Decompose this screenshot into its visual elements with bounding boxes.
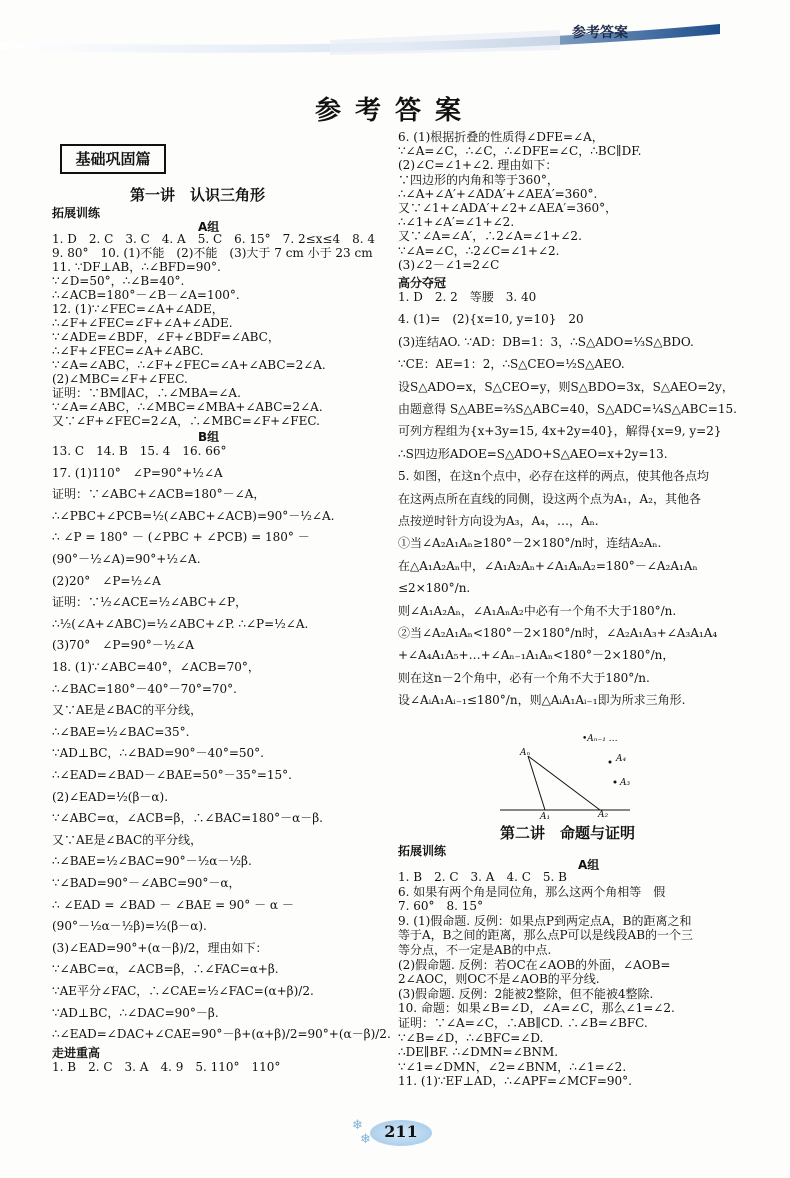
answer-line: 18. (1)∵∠ABC=40°，∠ACB=70°， [52,660,260,674]
fig-label-a4: A₄ [616,754,627,764]
fig-label-a1: A₁ [540,812,551,822]
answer-line: ∴∠BAE=½∠BAC=35°. [52,724,190,739]
answer-line: 点按逆时针方向设为A₃，A₄，…，Aₙ. [398,514,599,528]
answer-line: 等分点，不一定是AB的中点. [398,943,552,957]
answer-line: ②当∠A₂A₁Aₙ<180°－2×180°/n时，∠A₂A₁A₃+∠A₃A₁A₄ [398,626,718,640]
answer-line: 1. D 2. 2 等腰 3. 40 [398,290,537,304]
group-a-label-2: A组 [578,858,600,872]
page-number: 211 [384,1122,418,1141]
answer-line: 7. 60° 8. 15° [398,899,484,914]
section-label-4: 拓展训练 [398,844,447,858]
answer-line: ∵∠A=∠C，∴2∠C=∠1+∠2. [398,243,560,258]
answer-line: 证明：∵BM∥AC，∴∠MBA=∠A. [52,386,241,400]
answer-line: 1. B 2. C 3. A 4. 9 5. 110° 110° [52,1060,281,1074]
answer-line: 设∠AᵢA₁Aᵢ₋₁≤180°/n，则△AᵢA₁Aᵢ₋₁即为所求三角形. [398,693,686,708]
answer-line: 又∵∠F+∠FEC=2∠A，∴∠MBC=∠F+∠FEC. [52,414,320,428]
snowflake-icon: ❄ [360,1132,371,1147]
answer-line: ∴ ∠EAD = ∠BAD － ∠BAE = 90° － α － [52,897,294,912]
answer-line: 又∵∠A=∠A′，∴2∠A=∠1+∠2. [398,229,582,244]
answer-line: (3)假命题. 反例：2能被2整除，但不能被4整除. [398,986,654,1001]
answer-line: 10. 命题：如果∠B=∠D，∠A=∠C，那么∠1=∠2. [398,1001,675,1016]
answer-line: 又∵AE是∠BAC的平分线， [52,832,203,847]
fig-label-an1: •Aₙ₋₁ … [582,734,618,744]
answer-line: (90°－½α－½β)=½(β－α). [52,919,207,934]
answer-line: 设S△ADO=x，S△CEO=y，则S△BDO=3x，S△AEO=2y， [398,379,734,394]
answer-line: 12. (1)∵∠FEC=∠A+∠ADE， [52,302,224,316]
answer-line: ∵∠A=∠ABC，∴∠MBC=∠MBA+∠ABC=2∠A. [52,400,323,414]
answer-line: ∵AD⊥BC，∴∠BAD=90°－40°=50°. [52,746,264,761]
answer-line: ∴∠EAD=∠DAC+∠CAE=90°－β+(α+β)/2=90°+(α－β)/2. [52,1027,391,1042]
answer-line: ∵∠ABC=α，∠ACB=β，∴∠BAC=180°－α－β. [52,811,323,826]
section-label: 拓展训练 [52,206,101,220]
group-a-label: A组 [198,220,220,234]
answer-line: 4. (1)= (2){x=10, y=10} 20 [398,312,584,327]
answer-line: ∴DE∥BF. ∴∠DMN=∠BNM. [398,1045,559,1060]
section-box-title: 基础巩固篇 [60,144,166,174]
answer-line: 在这两点所在直线的同侧，设这两个点为A₁，A₂，其他各 [398,491,701,506]
answer-line: ①当∠A₂A₁Aₙ≥180°－2×180°/n时，连结A₂Aₙ. [398,536,662,551]
answer-line: ∵∠A=∠C，∴∠C，∴∠DFE=∠C，∴BC∥DF. [398,144,642,159]
answer-line: 则∠A₁A₂Aₙ，∠A₁AₙA₂中必有一个角不大于180°/n. [398,603,677,618]
answer-line: (3)∠2－∠1=2∠C [398,257,500,272]
polygon-figure [490,730,670,822]
answer-line: +∠A₄A₁A₅+…+∠Aₙ₋₁A₁Aₙ<180°－2×180°/n， [398,648,675,663]
page-title: 参考答案 [314,96,475,126]
answer-line: 又∵∠1+∠ADA′+∠2+∠AEA′=360°， [398,201,618,215]
answer-line: ∵四边形的内角和等于360°， [398,172,559,187]
answer-line: (2)∠C=∠1+∠2. 理由如下： [398,158,558,173]
answer-line: 证明：∵½∠ACE=½∠ABC+∠P， [52,595,248,610]
group-b-label: B组 [198,430,220,444]
answer-line: ∴∠EAD=∠BAD－∠BAE=50°－35°=15°. [52,768,292,782]
answer-line: ∵∠1=∠DMN，∠2=∠BNM，∴∠1=∠2. [398,1059,627,1074]
fig-label-a3: A₃ [620,778,631,788]
answer-line: (3)70° ∠P=90°－½∠A [52,638,195,653]
answer-line: 可列方程组为{x+3y=15, 4x+2y=40}，解得{x=9, y=2} [398,424,722,439]
answer-line: (2)20° ∠P=½∠A [52,573,161,588]
answer-line: (2)假命题. 反例：若OC在∠AOB的外面，∠AOB= [398,957,671,972]
fig-label-an: Aₙ [520,748,531,758]
answer-line: ∴∠F+∠FEC=∠A+∠ABC. [52,344,204,358]
answer-line: 9. 80° 10. (1)不能 (2)不能 (3)大于 7 cm 小于 23 cm [52,246,373,260]
answer-line: 2∠AOC，则OC不是∠AOB的平分线. [398,972,600,987]
answer-line: 1. B 2. C 3. A 4. C 5. B [398,870,567,884]
answer-line: 17. (1)110° ∠P=90°+½∠A [52,465,223,480]
answer-line: 13. C 14. B 15. 4 16. 66° [52,444,227,458]
header-swoosh [0,0,790,58]
answer-line: 又∵AE是∠BAC的平分线， [52,703,203,718]
answer-line: 证明：∵∠A=∠C，∴AB∥CD. ∴∠B=∠BFC. [398,1016,648,1030]
header-label: 参考答案 [572,25,628,41]
answer-line: (2)∠MBC=∠F+∠FEC. [52,372,188,386]
header-band [0,0,790,58]
answer-line: ∴∠BAC=180°－40°－70°=70°. [52,681,237,696]
section-label-3: 高分夺冠 [398,276,447,290]
answer-line: 11. (1)∵EF⊥AD，∴∠APF=∠MCF=90°. [398,1074,632,1089]
answer-line: ∵AE平分∠FAC，∴∠CAE=½∠FAC=(α+β)/2. [52,984,314,998]
answer-line: ≤2×180°/n. [398,581,471,596]
answer-line: ∵∠B=∠D，∴∠BFC=∠D. [398,1030,544,1045]
answer-line: ∴∠ACB=180°－∠B－∠A=100°. [52,288,240,302]
answer-line: 在△A₁A₂Aₙ中，∠A₁A₂Aₙ+∠A₁AₙA₂=180°－∠A₂A₁Aₙ [398,558,698,573]
answer-line: ∴∠A+∠A′+∠ADA′+∠AEA′=360°. [398,186,598,201]
answer-line: 证明：∵∠ABC+∠ACB=180°－∠A， [52,487,266,502]
answer-line: ∴∠1+∠A′=∠1+∠2. [398,215,515,230]
answer-line: 5. 如图，在这n个点中，必存在这样的两点，使其他各点均 [398,469,709,484]
answer-line: (2)∠EAD=½(β－α). [52,789,169,804]
answer-line: ∴∠F+∠FEC=∠F+∠A+∠ADE. [52,316,233,330]
answer-line: 6. 如果有两个角是同位角，那么这两个角相等 假 [398,884,666,899]
answer-line: ∵∠BAD=90°－∠ABC=90°－α， [52,876,241,890]
answer-line: 则在这n－2个角中，必有一个角不大于180°/n. [398,670,650,685]
answer-line: 等于A，B之间的距离，那么点P可以是线段AB的一个三 [398,928,694,943]
answer-line: 1. D 2. C 3. C 4. A 5. C 6. 15° 7. 2≤x≤4 8. 4 [52,232,375,246]
answer-line: ∵∠ABC=α，∠ACB=β，∴∠FAC=α+β. [52,962,279,977]
answer-line: ∵AD⊥BC，∴∠DAC=90°－β. [52,1005,219,1020]
answer-line: ∵∠A=∠ABC，∴∠F+∠FEC=∠A+∠ABC=2∠A. [52,358,326,372]
answer-line: ∴∠BAE=½∠BAC=90°－½α－½β. [52,854,252,869]
snowflake-icon: ❄ [352,1118,363,1133]
answer-line: 由题意得 S△ABE=⅔S△ABC=40，S△ADC=¼S△ABC=15. [398,402,737,416]
answer-line: (3)∠EAD=90°+(α－β)/2，理由如下： [52,940,268,955]
answer-line: 6. (1)根据折叠的性质得∠DFE=∠A， [398,130,604,144]
answer-line: ∴½(∠A+∠ABC)=½∠ABC+∠P. ∴∠P=½∠A. [52,616,309,631]
answer-line: ∵∠ADE=∠BDF，∠F+∠BDF=∠ABC， [52,330,280,344]
answer-line: (90°－½∠A)=90°+½∠A. [52,552,201,566]
answer-line: ∵CE：AE=1：2，∴S△CEO=½S△AEO. [398,357,625,372]
lecture-title-2: 第二讲 命题与证明 [500,824,636,842]
answer-line: 9. (1)假命题. 反例：如果点P到两定点A，B的距离之和 [398,913,692,928]
lecture-title: 第一讲 认识三角形 [130,186,266,204]
fig-label-a2: A₂ [598,810,609,820]
answer-line: ∴∠PBC+∠PCB=½(∠ABC+∠ACB)=90°－½∠A. [52,508,335,523]
answer-line: ∴ ∠P = 180° － (∠PBC + ∠PCB) = 180° － [52,530,310,545]
section-label-2: 走进重高 [52,1046,101,1060]
answer-line: 11. ∵DF⊥AB，∴∠BFD=90°. [52,260,221,274]
answer-line: ∵∠D=50°，∴∠B=40°. [52,274,185,288]
answer-line: ∴S四边形ADOE=S△ADO+S△AEO=x+2y=13. [398,446,668,461]
answer-line: (3)连结AO. ∵AD：DB=1：3，∴S△ADO=⅓S△BDO. [398,334,694,349]
